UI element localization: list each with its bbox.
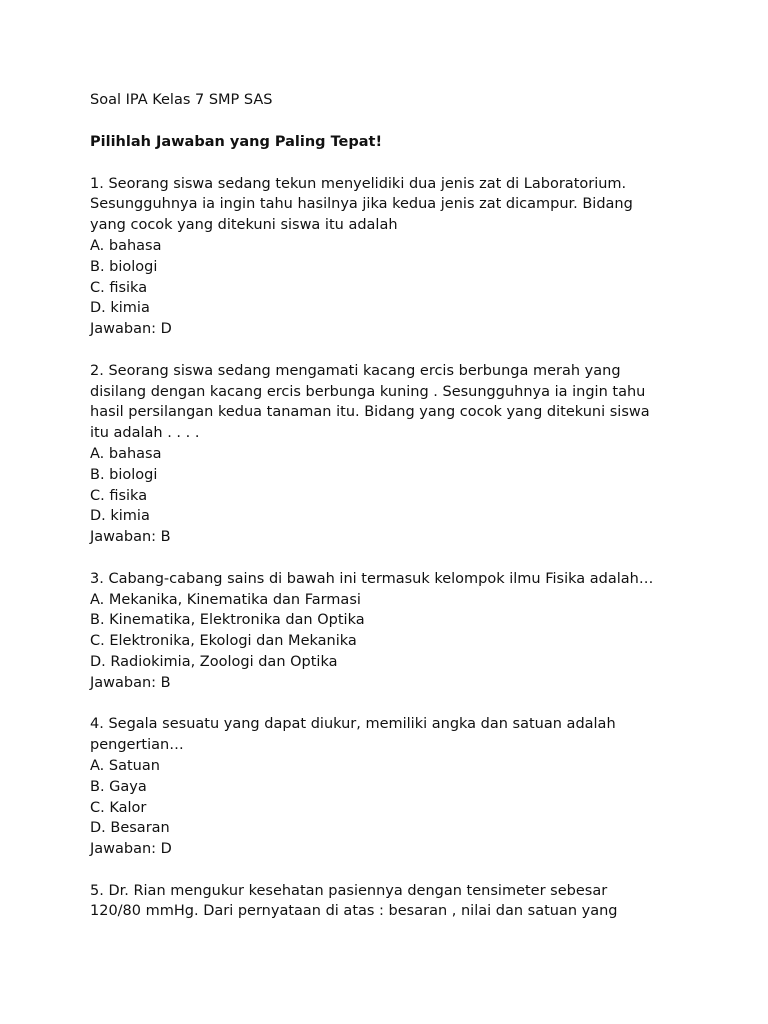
option-a: A. Satuan: [90, 757, 160, 774]
answer-key: Jawaban: B: [90, 529, 171, 546]
option-d: D. Radiokimia, Zoologi dan Optika: [90, 653, 338, 670]
option-b: B. Gaya: [90, 778, 147, 795]
answer-key: Jawaban: D: [90, 321, 172, 338]
question-text-line: 3. Cabang-cabang sains di bawah ini termasuk kelompok ilmu Fisika adalah…: [90, 570, 654, 587]
option-b: B. biologi: [90, 258, 158, 275]
question-text-line: 120/80 mmHg. Dari pernyataan di atas : besaran , nilai dan satuan yang: [90, 903, 618, 920]
document-page: [90, 90, 720, 943]
question-4: [90, 714, 720, 860]
option-c: C. Kalor: [90, 799, 147, 816]
answer-key: Jawaban: B: [90, 674, 171, 691]
option-b: B. Kinematika, Elektronika dan Optika: [90, 612, 365, 629]
question-text-line: 5. Dr. Rian mengukur kesehatan pasiennya dengan tensimeter sebesar: [90, 882, 608, 899]
question-text-line: 4. Segala sesuatu yang dapat diukur, memiliki angka dan satuan adalah: [90, 716, 616, 733]
question-text-line: disilang dengan kacang ercis berbunga kuning . Sesungguhnya ia ingin tahu: [90, 383, 646, 400]
option-a: A. bahasa: [90, 445, 162, 462]
option-b: B. biologi: [90, 466, 158, 483]
option-d: D. Besaran: [90, 820, 170, 837]
option-c: C. fisika: [90, 487, 148, 504]
option-d: D. kimia: [90, 508, 150, 525]
option-a: A. bahasa: [90, 237, 162, 254]
answer-key: Jawaban: D: [90, 841, 172, 858]
option-c: C. fisika: [90, 279, 148, 296]
question-1: [90, 174, 720, 340]
question-text-line: 2. Seorang siswa sedang mengamati kacang ercis berbunga merah yang: [90, 362, 621, 379]
question-2: [90, 361, 720, 548]
option-a: A. Mekanika, Kinematika dan Farmasi: [90, 591, 361, 608]
option-c: C. Elektronika, Ekologi dan Mekanika: [90, 633, 357, 650]
question-5: [90, 881, 720, 923]
question-text-line: pengertian…: [90, 737, 184, 754]
question-text-line: itu adalah . . . .: [90, 425, 200, 442]
question-3: [90, 569, 720, 694]
option-d: D. kimia: [90, 300, 150, 317]
question-text-line: yang cocok yang ditekuni siswa itu adalah: [90, 217, 398, 234]
question-text-line: 1. Seorang siswa sedang tekun menyelidiki dua jenis zat di Laboratorium.: [90, 175, 627, 192]
question-text-line: hasil persilangan kedua tanaman itu. Bidang yang cocok yang ditekuni siswa: [90, 404, 650, 421]
question-text-line: Sesungguhnya ia ingin tahu hasilnya jika kedua jenis zat dicampur. Bidang: [90, 196, 633, 213]
document-title: Soal IPA Kelas 7 SMP SAS: [90, 92, 273, 108]
instruction-heading: Pilihlah Jawaban yang Paling Tepat!: [90, 133, 383, 150]
